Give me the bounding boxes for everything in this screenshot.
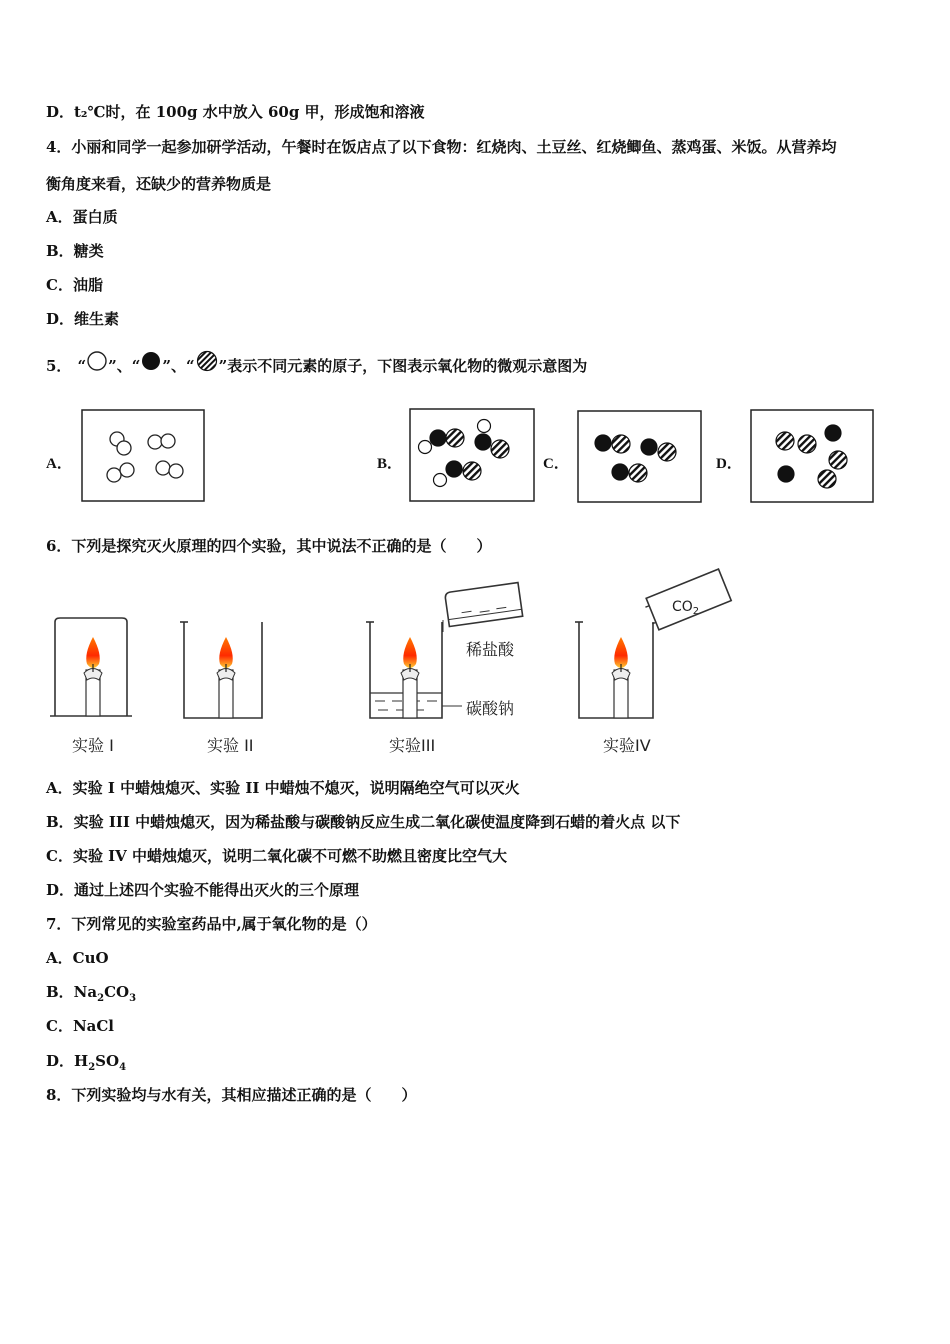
q5-stem-tail: ”表示不同元素的原子，下图表示氧化物的微观示意图为 <box>218 357 588 375</box>
q5-label-a: A． <box>46 456 72 472</box>
q5-label-c: C． <box>543 456 569 472</box>
q3-option-d: D．t₂℃时，在 100g 水中放入 60g 甲，形成饱和溶液 <box>46 103 425 121</box>
q6-experiments-figure <box>0 560 950 770</box>
q5-diagrams <box>0 0 950 520</box>
experiment-1 <box>50 618 132 716</box>
q7-option-c: C．NaCl <box>46 1017 115 1035</box>
flame-icon <box>403 637 417 668</box>
flame-icon <box>219 637 233 668</box>
q4-option-a: A．蛋白质 <box>46 208 118 226</box>
q5-quote: “ <box>77 357 87 375</box>
option-b-box <box>410 409 534 501</box>
experiment-2 <box>180 622 262 718</box>
q6-option-b: B．实验 III 中蜡烛熄灭，因为稀盐酸与碳酸钠反应生成二氧化碳使温度降到石蜡的着火点 以下 <box>46 813 681 831</box>
acid-label: 稀盐酸 <box>466 640 515 659</box>
q6-stem: 6．下列是探究灭火原理的四个实验，其中说法不正确的是（ ） <box>46 537 492 555</box>
q5-label-d: D． <box>716 456 742 472</box>
q5-number: 5． <box>46 357 72 375</box>
q5-separator-1: ”、“ <box>108 357 141 375</box>
q5-separator-2: ”、“ <box>162 357 195 375</box>
exp-label-3: 实验III <box>389 736 436 755</box>
flame-icon <box>86 637 100 668</box>
q7-option-a: A．CuO <box>46 949 109 967</box>
option-c-box <box>578 411 701 502</box>
q4-option-d: D．维生素 <box>46 310 120 328</box>
q4-stem-line2: 衡角度来看，还缺少的营养物质是 <box>46 175 272 193</box>
option-a-box <box>82 410 204 501</box>
q7-option-d: D．$H_2SO_4$ <box>46 1052 127 1073</box>
q8-stem: 8．下列实验均与水有关，其相应描述正确的是（ ） <box>46 1086 417 1104</box>
option-d-box <box>751 410 873 502</box>
experiment-3 <box>366 583 523 718</box>
q5-label-b: B． <box>377 456 403 472</box>
q4-option-b: B．糖类 <box>46 242 104 260</box>
q4-stem-line1: 4．小丽和同学一起参加研学活动，午餐时在饭店点了以下食物：红烧肉、土豆丝、红烧鲫鱼、蒸鸡蛋、米饭。从营养均 <box>46 138 837 156</box>
carbonate-label: 碳酸钠 <box>466 699 515 718</box>
q6-option-a: A．实验 I 中蜡烛熄灭、实验 II 中蜡烛不熄灭，说明隔绝空气可以灭火 <box>46 779 520 797</box>
co2-label: $CO_2$ <box>672 599 700 617</box>
experiment-4 <box>575 569 731 718</box>
exp-label-4: 实验IV <box>603 736 651 755</box>
q6-option-c: C．实验 IV 中蜡烛熄灭，说明二氧化碳不可燃不助燃且密度比空气大 <box>46 847 508 865</box>
flame-icon <box>614 637 628 668</box>
q6-option-d: D．通过上述四个实验不能得出灭火的三个原理 <box>46 881 360 899</box>
q7-stem: 7．下列常见的实验室药品中,属于氧化物的是（） <box>46 915 377 933</box>
exp-label-1: 实验 I <box>72 736 114 755</box>
q7-option-b: B．$Na_2CO_3$ <box>46 983 137 1004</box>
exp-label-2: 实验 II <box>207 736 254 755</box>
q4-option-c: C．油脂 <box>46 276 103 294</box>
